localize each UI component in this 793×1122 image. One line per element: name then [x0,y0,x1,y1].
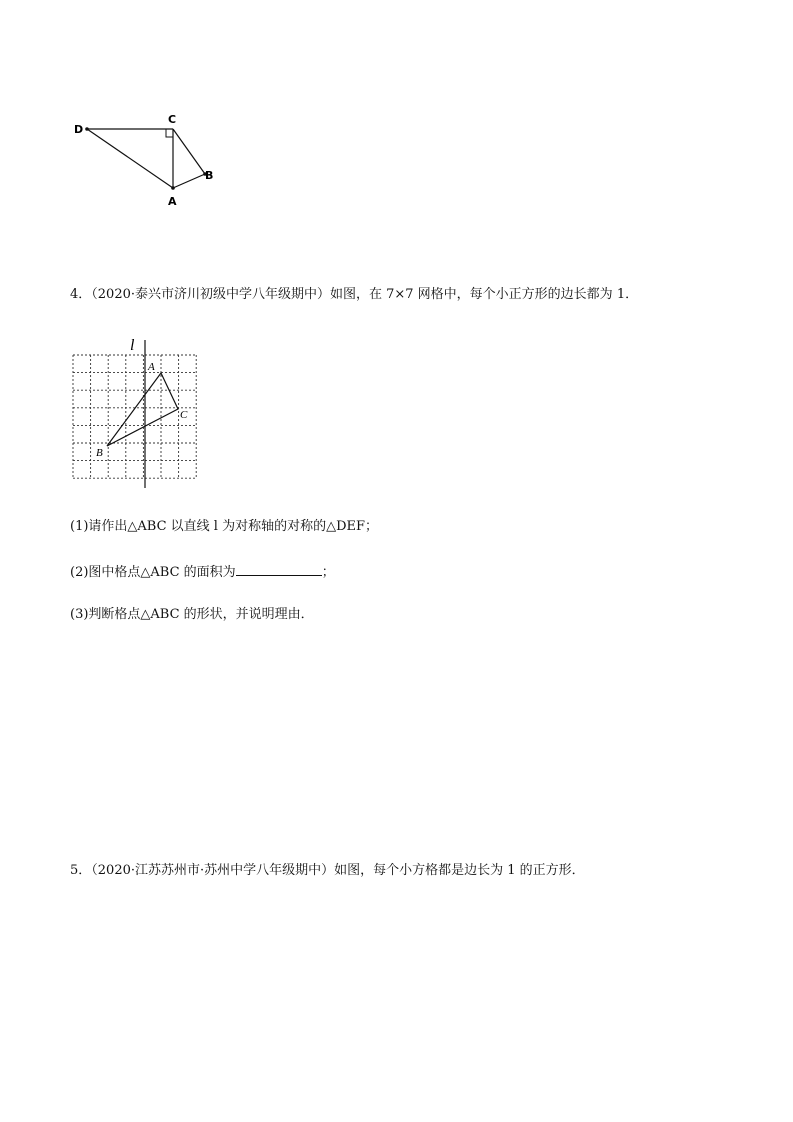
right-angle-mark [166,129,173,137]
part-2-suffix: ； [321,565,335,580]
label-d: D [74,123,84,136]
segment-cb [173,129,205,174]
label-point-b: B [96,447,103,459]
question-5-title: 5．（2020·江苏苏州市·苏州中学八年级期中）如图，每个小方格都是边长为 1 的正方形． [70,863,585,878]
label-point-a: A [148,361,155,373]
question-4-part-3: (3)判断格点△ABC 的形状，并说明理由． [70,607,314,622]
point-d [85,127,89,131]
question-4-part-2 [70,562,335,582]
dashed-grid [73,355,196,478]
answer-blank[interactable] [236,562,322,576]
question-4-part-1: (1)请作出△ABC 以直线 l 为对称轴的对称的△DEF； [70,519,379,534]
segment-da [87,129,173,188]
part-2-prefix: (2)图中格点△ABC 的面积为 [70,565,236,580]
label-a: A [168,195,177,208]
label-l: l [130,337,135,354]
segment-ab [173,174,205,188]
question-4-title: 4．（2020·泰兴市济川初级中学八年级期中）如图，在 7×7 网格中，每个小正方形的边长都为 1． [70,287,639,302]
label-point-c: C [180,409,188,421]
label-b: B [205,169,214,182]
triangle-abc [107,373,178,446]
quadrilateral-figure [70,108,230,218]
grid-figure [68,330,202,490]
label-c: C [168,113,177,126]
point-a [171,186,175,190]
